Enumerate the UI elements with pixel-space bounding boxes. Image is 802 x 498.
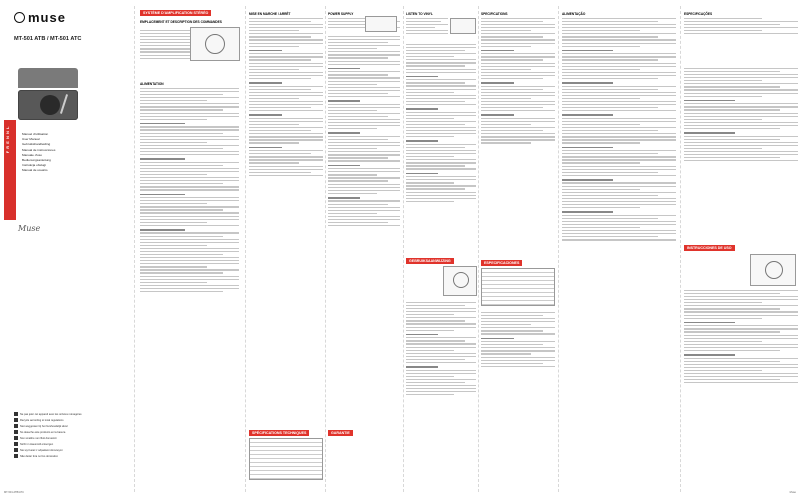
spec-table-2 bbox=[481, 268, 555, 306]
footer-model: MT-501 ATB/ATC bbox=[4, 491, 24, 494]
vinyl-diagram bbox=[450, 18, 476, 34]
section-header: SPÉCIFICATIONS TECHNIQUES bbox=[249, 430, 309, 436]
device-diagram bbox=[190, 27, 240, 61]
page-2: SYSTÈME D'AMPLIFICATION STÉRÉO EMPLACEMENT ET DESCRIPTION DES COMMANDES ALIMENTATION bbox=[134, 0, 245, 498]
language-sidebar: F R E N N L bbox=[4, 120, 16, 220]
bin-icon bbox=[14, 412, 18, 416]
page-7: ALIMENTAÇÃO bbox=[558, 0, 680, 498]
bin-icon bbox=[14, 424, 18, 428]
turntable-lid-image bbox=[18, 68, 78, 88]
bin-icon bbox=[14, 436, 18, 440]
section-header: SYSTÈME D'AMPLIFICATION STÉRÉO bbox=[140, 10, 211, 16]
section-header: ESPECIFICACIONES bbox=[481, 260, 522, 266]
device-diagram-3 bbox=[750, 254, 796, 286]
muse-logo-icon bbox=[14, 12, 25, 23]
model-number: MT-501 ATB / MT-501 ATC bbox=[14, 36, 82, 42]
section-header: GARANTIE bbox=[328, 430, 353, 436]
recycle-icon bbox=[14, 418, 18, 422]
bin-icon bbox=[14, 454, 18, 458]
script-logo: Muse bbox=[18, 224, 41, 233]
device-diagram-2 bbox=[443, 266, 477, 296]
brand-logo: muse bbox=[14, 10, 66, 25]
page-8: ESPECIFICAÇÕES INSTRUCCIONES DE USO Muse bbox=[684, 12, 796, 494]
bin-icon bbox=[14, 430, 18, 434]
page-3: MISE EN MARCHE / ARRÊT SPÉCIFICATIONS TECHNIQUES bbox=[245, 0, 325, 498]
language-list: Manuel d'utilisation User Manual Gebruikshandleiding Manual de instrucciones Manuale d'uso Bedienungsanleitung Instrukcja obsługi Manual de usuário bbox=[22, 132, 56, 173]
footer-brand: Muse bbox=[789, 491, 796, 494]
page-5: LISTEN TO VINYL GEBRUIKSAANWIJZING bbox=[403, 0, 478, 498]
section-header: INSTRUCCIONES DE USO bbox=[684, 245, 735, 251]
bin-icon bbox=[14, 442, 18, 446]
page-4: POWER SUPPLY GARANTIE bbox=[325, 0, 403, 498]
warnings-list: Ne pas jeter cet appareil avec les ordures ménagères Recycle according to local regulations Niet weggooien bij het huishoudelijk afval No deseche este producto en la basura Non smaltire nei rifiuti domestici Nicht im Hausmüll entsorgen Nie wyrzucać z odpadami domowymi Não deitar fora no lixo doméstico bbox=[14, 410, 134, 460]
cover-panel bbox=[0, 0, 134, 498]
turntable-image bbox=[18, 90, 78, 120]
page-6: SPECIFICATIONS ESPECIFICACIONES bbox=[478, 0, 558, 498]
power-diagram bbox=[365, 16, 397, 32]
section-header: GEBRUIKSAANWIJZING bbox=[406, 258, 454, 264]
bin-icon bbox=[14, 448, 18, 452]
spec-table bbox=[249, 438, 323, 480]
